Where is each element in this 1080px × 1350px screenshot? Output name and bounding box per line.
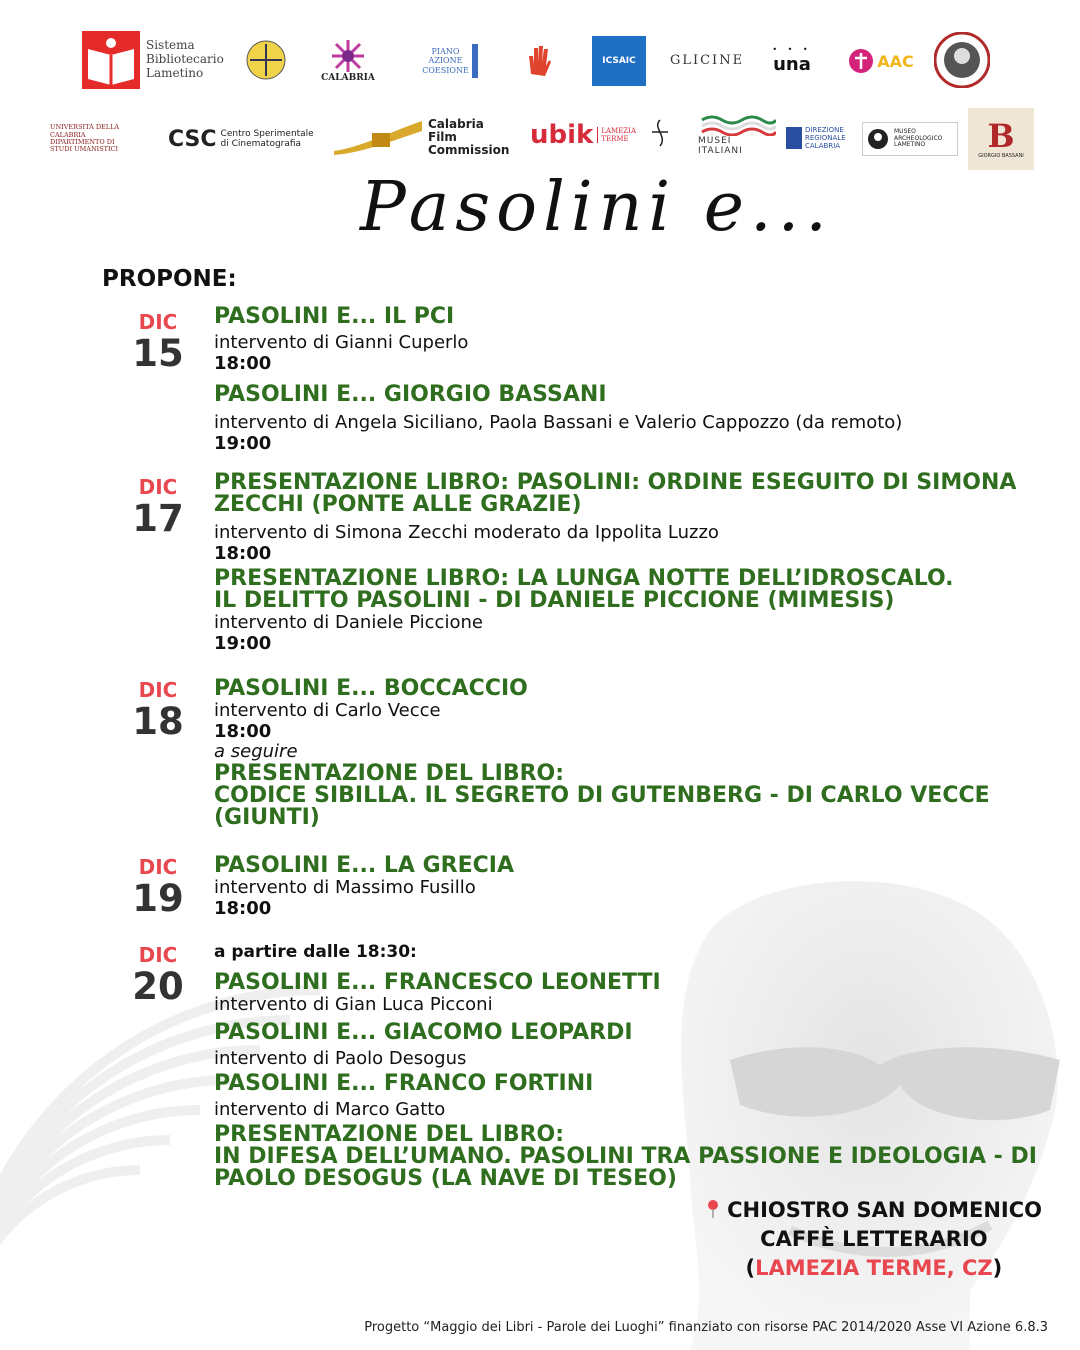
event-speaker: intervento di Gianni Cuperlo bbox=[214, 332, 469, 353]
museo-archeologico-logo bbox=[862, 122, 958, 156]
logo-line: ubik bbox=[530, 120, 594, 150]
date-dic-20 bbox=[120, 943, 196, 1007]
logo-line: MUSEO bbox=[894, 127, 916, 135]
event-follow-note: a seguire bbox=[214, 741, 298, 762]
event-item bbox=[214, 306, 1044, 373]
page-title: Pasolini e... bbox=[360, 168, 833, 247]
event-title: PRESENTAZIONE LIBRO: PASOLINI: ORDINE ESEGUITO DI SIMONA bbox=[214, 470, 1017, 495]
waves-icon bbox=[700, 114, 776, 136]
event-item bbox=[214, 1022, 1044, 1070]
event-title: PASOLINI E... GIACOMO LEOPARDI bbox=[214, 1020, 633, 1045]
regione-calabria-emblem bbox=[246, 40, 286, 80]
event-title: PASOLINI E... GIORGIO BASSANI bbox=[214, 382, 607, 407]
logo-line: REGIONALE bbox=[805, 133, 846, 142]
una-logo: • • • una bbox=[772, 45, 812, 75]
icsaic-logo bbox=[592, 36, 646, 86]
event-time: 19:00 bbox=[214, 633, 272, 654]
event-speaker: intervento di Angela Siciliano, Paola Bassani e Valerio Cappozzo (da remoto) bbox=[214, 412, 903, 433]
event-time: 18:00 bbox=[214, 353, 272, 374]
glicine-logo bbox=[669, 50, 745, 72]
date-day: 18 bbox=[132, 700, 184, 743]
event-item bbox=[214, 972, 1044, 1016]
venue-city: LAMEZIA TERME, CZ bbox=[755, 1256, 993, 1280]
csc-logo bbox=[168, 124, 316, 154]
book-title: CODICE SIBILLA. IL SEGRETO DI GUTENBERG - DI CARLO VECCE bbox=[214, 783, 990, 808]
venue-line bbox=[706, 1196, 1042, 1225]
logo-line: ARCHEOLOGICO bbox=[894, 134, 943, 142]
event-item bbox=[214, 472, 1044, 563]
logo-line: UNIVERSITÀ DELLA CALABRIA bbox=[50, 123, 120, 139]
logo-line: Bibliotecario bbox=[146, 52, 224, 67]
logo-line: una bbox=[773, 54, 811, 75]
book-title: PAOLO DESOGUS (LA NAVE DI TESEO) bbox=[214, 1166, 677, 1191]
event-title: PRESENTAZIONE LIBRO: LA LUNGA NOTTE DELL’IDROSCALO. bbox=[214, 566, 954, 591]
fondazione-seal-logo bbox=[934, 32, 990, 88]
logo-line: CALABRIA bbox=[321, 72, 375, 83]
event-speaker: intervento di Paolo Desogus bbox=[214, 1048, 467, 1069]
event-item bbox=[214, 678, 1044, 829]
logo-line: Sistema bbox=[146, 38, 195, 53]
event-time: 18:00 bbox=[214, 721, 272, 742]
event-speaker: intervento di Gian Luca Picconi bbox=[214, 994, 493, 1015]
logo-line: TERME bbox=[601, 135, 629, 143]
book-title: IN DIFESA DELL’UMANO. PASOLINI TRA PASSIONE E IDEOLOGIA - DI bbox=[214, 1144, 1037, 1169]
film-strip-icon bbox=[332, 117, 424, 157]
logo-line: GLICINE bbox=[669, 52, 745, 68]
universita-calabria-logo bbox=[50, 122, 146, 156]
funding-footer: Progetto “Maggio dei Libri - Parole dei Luoghi” finanziato con risorse PAC 2014/2020 Asse VI Azione 6.8.3 bbox=[364, 1320, 1048, 1335]
logo-line: Calabria bbox=[428, 116, 484, 131]
date-month: DIC bbox=[138, 943, 178, 967]
venue-subtitle: CAFFÈ LETTERARIO bbox=[760, 1227, 988, 1251]
logo-line: Lametino bbox=[146, 65, 204, 80]
calabria-logo bbox=[318, 36, 378, 86]
logo-line: AZIONE bbox=[428, 56, 463, 66]
logo-line: Commission bbox=[428, 142, 510, 157]
sistema-bibliotecario-logo bbox=[82, 30, 232, 90]
event-item bbox=[214, 1124, 1044, 1190]
logo-line: LAMETINO bbox=[894, 141, 926, 149]
date-month: DIC bbox=[138, 310, 178, 334]
giorgio-bassani-logo: B GIORGIO BASSANI bbox=[968, 108, 1034, 170]
fondazione-terme-logo bbox=[522, 40, 556, 82]
paren: ( bbox=[745, 1256, 756, 1280]
logo-line: Film bbox=[428, 129, 457, 144]
event-title: PASOLINI E... FRANCO FORTINI bbox=[214, 1071, 594, 1096]
event-speaker: intervento di Simona Zecchi moderato da Ippolita Luzzo bbox=[214, 522, 719, 543]
logo-line: STUDI UMANISTICI bbox=[50, 145, 119, 154]
logo-line: di Cinematografia bbox=[220, 139, 302, 149]
event-title: IL DELITTO PASOLINI - DI DANIELE PICCIONE (MIMESIS) bbox=[214, 588, 895, 613]
event-time: 18:00 bbox=[214, 898, 272, 919]
event-title: ZECCHI (PONTE ALLE GRAZIE) bbox=[214, 492, 582, 517]
logo-line: COESIONE bbox=[422, 65, 469, 75]
map-pin-icon bbox=[706, 1199, 720, 1219]
date-day: 15 bbox=[132, 332, 184, 375]
event-intro bbox=[214, 942, 1044, 962]
logo-line: PIANO bbox=[431, 47, 460, 57]
event-item bbox=[214, 568, 1044, 653]
book-title: (GIUNTI) bbox=[214, 805, 320, 830]
logo-line: ICSAIC bbox=[602, 56, 636, 66]
logo-line: DIPARTIMENTO DI bbox=[50, 138, 115, 146]
date-month: DIC bbox=[138, 855, 178, 879]
logo-line: GIORGIO BASSANI bbox=[978, 153, 1024, 159]
paren: ) bbox=[992, 1256, 1003, 1280]
logo-line: CSC bbox=[168, 126, 217, 152]
logo-line: Centro Sperimentale bbox=[220, 128, 314, 139]
hand-icon bbox=[526, 44, 552, 78]
event-item bbox=[214, 1073, 1044, 1121]
logo-line: LAMEZIA bbox=[601, 126, 636, 135]
date-day: 17 bbox=[132, 497, 184, 540]
book-title: PRESENTAZIONE DEL LIBRO: bbox=[214, 761, 565, 786]
date-day: 19 bbox=[132, 877, 184, 920]
event-speaker: intervento di Marco Gatto bbox=[214, 1099, 446, 1120]
event-start-note: a partire dalle 18:30: bbox=[214, 942, 417, 962]
logo-line: CALABRIA bbox=[805, 142, 841, 151]
book-icon bbox=[82, 31, 140, 89]
event-title: PASOLINI E... BOCCACCIO bbox=[214, 676, 528, 701]
event-title: PASOLINI E... FRANCESCO LEONETTI bbox=[214, 970, 661, 995]
date-dic-17 bbox=[120, 475, 196, 539]
venue-city-line bbox=[706, 1254, 1042, 1283]
logo-line: AAC bbox=[877, 51, 914, 71]
piano-azione-coesione-logo bbox=[422, 40, 478, 82]
event-speaker: intervento di Massimo Fusillo bbox=[214, 877, 476, 898]
event-time: 19:00 bbox=[214, 433, 272, 454]
date-month: DIC bbox=[138, 678, 178, 702]
date-dic-19 bbox=[120, 855, 196, 919]
event-time: 18:00 bbox=[214, 543, 272, 564]
aac-logo bbox=[846, 42, 916, 80]
logo-line: DIREZIONE bbox=[805, 125, 844, 134]
venue-name: CHIOSTRO SAN DOMENICO bbox=[727, 1198, 1042, 1222]
event-title: PASOLINI E... IL PCI bbox=[214, 304, 455, 329]
direzione-regionale-logo bbox=[786, 124, 856, 152]
date-dic-15 bbox=[120, 310, 196, 374]
logo-line: MUSEI ITALIANI bbox=[698, 136, 743, 156]
date-month: DIC bbox=[138, 475, 178, 499]
small-mark-logo bbox=[642, 116, 678, 156]
event-item bbox=[214, 384, 1044, 453]
ubik-logo bbox=[530, 118, 636, 152]
event-speaker: intervento di Carlo Vecce bbox=[214, 700, 441, 721]
event-title: PASOLINI E... LA GRECIA bbox=[214, 853, 514, 878]
musei-italiani-logo bbox=[698, 114, 778, 156]
event-item bbox=[214, 855, 1044, 918]
book-title: PRESENTAZIONE DEL LIBRO: bbox=[214, 1122, 565, 1147]
event-speaker: intervento di Daniele Piccione bbox=[214, 612, 483, 633]
date-dic-18 bbox=[120, 678, 196, 742]
propone-heading: PROPONE: bbox=[102, 266, 237, 292]
calabria-film-commission-logo bbox=[332, 112, 510, 162]
venue-location bbox=[706, 1196, 1042, 1283]
date-day: 20 bbox=[132, 965, 184, 1008]
